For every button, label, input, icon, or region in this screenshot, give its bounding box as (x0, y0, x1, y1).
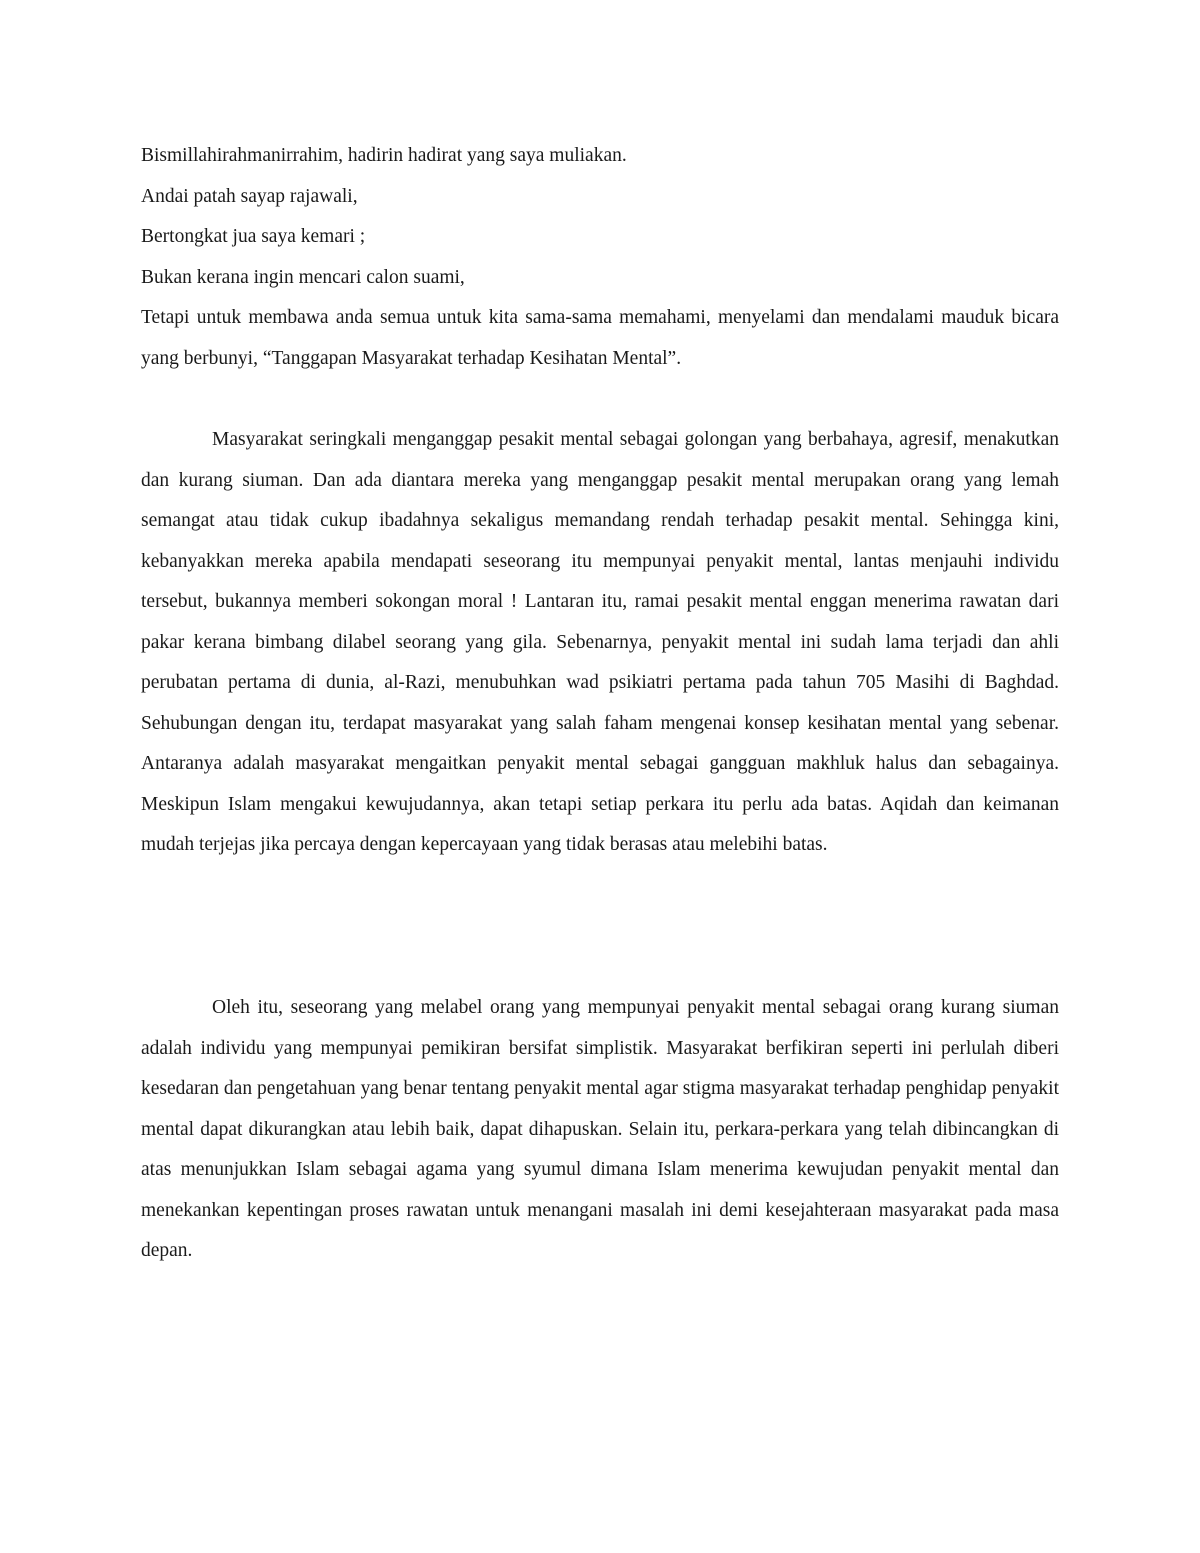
opening-section (141, 136, 1059, 379)
body-paragraph-1: Masyarakat seringkali menganggap pesakit mental sebagai golongan yang berbahaya, agresif, menakutkan dan kurang siuman. Dan ada diantara mereka yang menganggap pesakit mental merupakan orang yang lemah semangat atau tidak cukup ibadahnya sekaligus memandang rendah terhadap pesakit mental. Sehingga kini, kebanyakkan mereka apabila mendapati seseorang itu mempunyai penyakit mental, lantas menjauhi individu tersebut, bukannya memberi sokongan moral ! Lantaran itu, ramai pesakit mental enggan menerima rawatan dari pakar kerana bimbang dilabel seorang yang gila. Sebenarnya, penyakit mental ini sudah lama terjadi dan ahli perubatan pertama di dunia, al-Razi, menubuhkan wad psikiatri pertama pada tahun 705 Masihi di Baghdad. Sehubungan dengan itu, terdapat masyarakat yang salah faham mengenai konsep kesihatan mental yang sebenar. Antaranya adalah masyarakat mengaitkan penyakit mental sebagai gangguan makhluk halus dan sebagainya. Meskipun Islam mengakui kewujudannya, akan tetapi setiap perkara itu perlu ada batas. Aqidah dan keimanan mudah terjejas jika percaya dengan kepercayaan yang tidak berasas atau melebihi batas. (141, 429, 1059, 855)
greeting-line: Bismillahirahmanirrahim, hadirin hadirat yang saya muliakan. (141, 145, 627, 166)
pantun-line-3: Bukan kerana ingin mencari calon suami, (141, 266, 465, 288)
pantun-line-2: Bertongkat jua saya kemari ; (141, 226, 366, 247)
intro-paragraph: Tetapi untuk membawa anda semua untuk kita sama-sama memahami, menyelami dan mendalami mauduk bicara yang berbunyi, “Tanggapan Masyarakat terhadap Kesihatan Mental”. (141, 307, 1059, 369)
body-paragraph-2: Oleh itu, seseorang yang melabel orang yang mempunyai penyakit mental sebagai orang kurang siuman adalah individu yang mempunyai pemikiran bersifat simplistik. Masyarakat berfikiran seperti ini perlulah diberi kesedaran dan pengetahuan yang benar tentang penyakit mental agar stigma masyarakat terhadap penghidap penyakit mental dapat dikurangkan atau lebih baik, dapat dihapuskan. Selain itu, perkara-perkara yang telah dibincangkan di atas menunjukkan Islam sebagai agama yang syumul dimana Islam menerima kewujudan penyakit mental dan menekankan kepentingan proses rawatan untuk menangani masalah ini demi kesejahteraan masyarakat pada masa depan. (141, 997, 1059, 1261)
pantun-line-1: Andai patah sayap rajawali, (141, 185, 358, 207)
